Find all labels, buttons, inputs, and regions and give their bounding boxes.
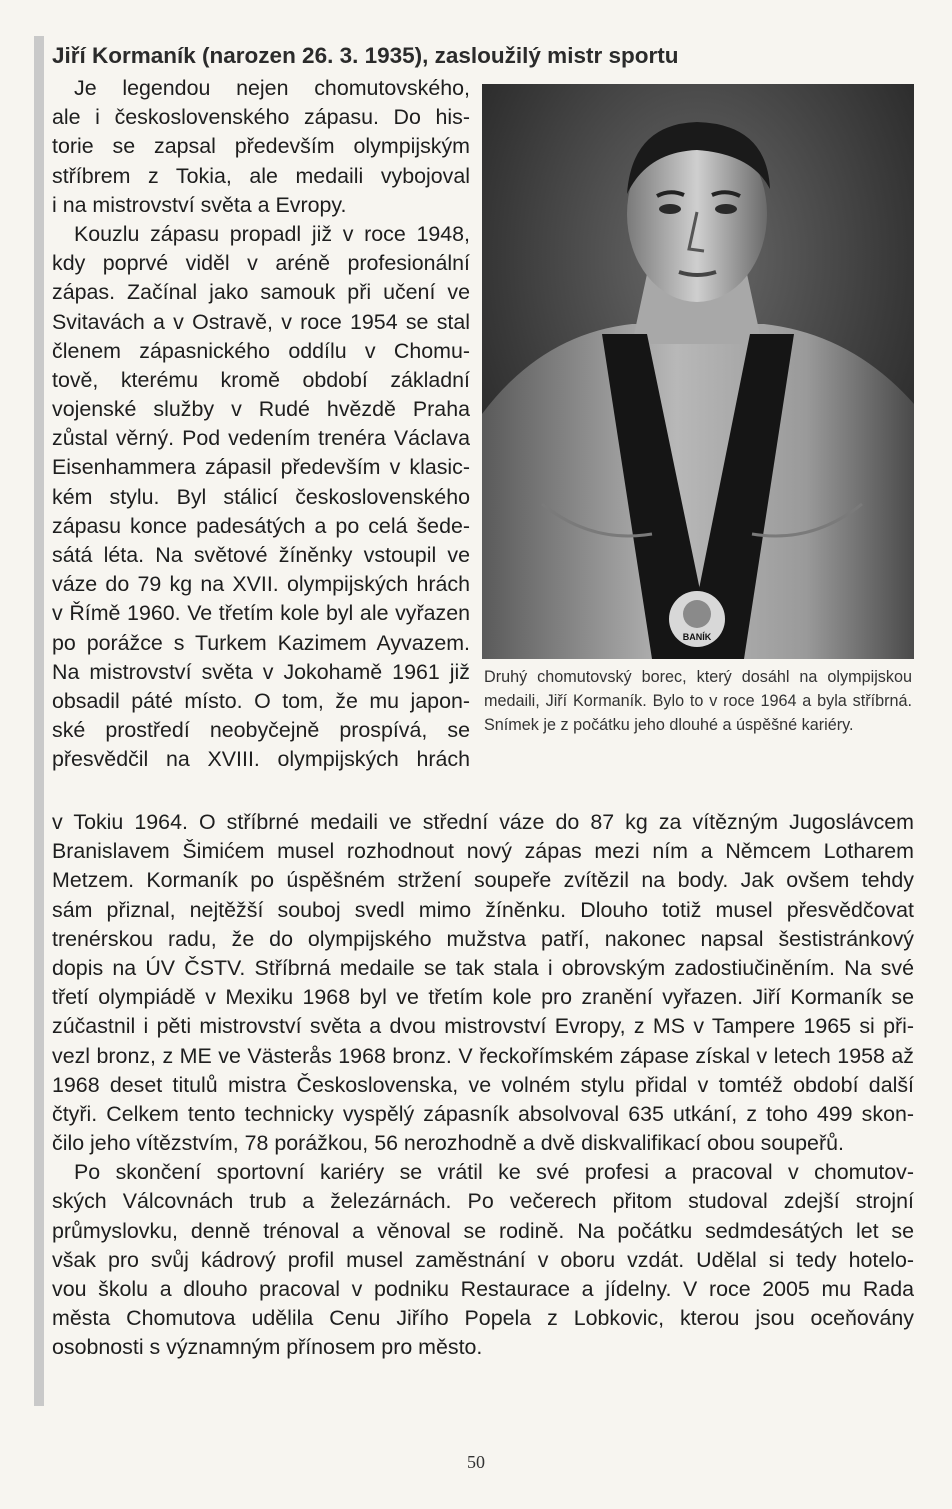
text-line: sátá léta. Na světové žíněnky vstoupil ve bbox=[52, 543, 470, 567]
badge-text: BANÍK bbox=[682, 632, 712, 642]
text-line: sám přiznal, nejtěžší souboj svedl mimo žíněnku. Dlouho totiž musel přesvědčovat bbox=[52, 897, 914, 922]
text-line: zúčastnil i pěti mistrovství světa a dvou mistrovství Evropy, z MS v Tampere 1965 si při- bbox=[52, 1014, 914, 1039]
text-line: Kouzlu zápasu propadl již v roce 1948, bbox=[74, 221, 470, 246]
text-line: tově, kterému kromě období základní bbox=[52, 367, 470, 392]
text-line: v Tokiu 1964. O stříbrné medaili ve střední váze do 87 kg za vítězným Jugoslávcem bbox=[52, 810, 914, 834]
text-line: Eisenhammera zápasil především v klasic- bbox=[52, 455, 470, 480]
text-line: přesvědčil na XVIII. olympijských hrách bbox=[52, 747, 470, 772]
text-line: Po skončení sportovní kariéry se vrátil ke své profesi a pracoval v chomutov- bbox=[74, 1160, 914, 1185]
text-line: vou školu a dlouho pracoval v podniku Restaurace a jídelny. V roce 2005 mu Rada bbox=[52, 1277, 914, 1301]
margin-bar bbox=[34, 36, 44, 1406]
text-line: ských Válcovnách trub a železárnách. Po večerech přitom studoval zdejší strojní bbox=[52, 1189, 914, 1214]
text-line: zůstal věrný. Pod vedením trenéra Václava bbox=[52, 426, 470, 451]
text-line: Svitavách a v Ostravě, v roce 1954 se stal bbox=[52, 309, 470, 334]
text-line: Je legendou nejen chomutovského, bbox=[74, 76, 470, 100]
text-line: vojenské služby v Rudé hvězdě Praha bbox=[52, 397, 470, 422]
text-line: zápas. Začínal jako samouk při učení ve bbox=[52, 280, 470, 305]
text-line: třetí olympiádě v Mexiku 1968 byl ve třetím kole pro zranění vyřazen. Jiří Kormaník se bbox=[52, 985, 914, 1010]
text-line: po porážce s Turkem Kazimem Ayvazem. bbox=[52, 630, 470, 655]
text-line: ale i československého zápasu. Do his- bbox=[52, 105, 470, 130]
wrestler-photo bbox=[482, 84, 914, 659]
narrow-column-text bbox=[52, 74, 470, 775]
text-line: Na mistrovství světa v Jokohamě 1961 již bbox=[52, 659, 470, 684]
text-line: Metzem. Kormaník po úspěšném stržení soupeře zvítězil na body. Jak ovšem tehdy bbox=[52, 868, 914, 893]
text-line: kdy poprvé viděl v aréně profesionální bbox=[52, 251, 470, 276]
text-line: stříbrem z Tokia, ale medaili vybojoval bbox=[52, 163, 470, 188]
full-width-text bbox=[52, 808, 914, 1363]
text-line: osobnosti s významným přínosem pro město. bbox=[52, 1335, 483, 1360]
text-line: čtyři. Celkem tento technicky vyspělý zápasník absolvoval 635 utkání, z toho 499 skon- bbox=[52, 1101, 914, 1126]
text-line: váze do 79 kg na XVII. olympijských hrách bbox=[52, 572, 470, 597]
photo-caption bbox=[484, 665, 912, 737]
text-line: však pro svůj kádrový profil musel zaměstnání v oboru vzdát. Udělal si tedy hotelo- bbox=[52, 1247, 914, 1272]
text-line: průmyslovku, denně trénoval a věnoval se rodině. Na počátku sedmdesátých let se bbox=[52, 1218, 914, 1243]
text-line: kém stylu. Byl stálicí československého bbox=[52, 484, 470, 509]
text-line: dopis na ÚV ČSTV. Stříbrná medaile se tak stala i obrovským zadostiučiněním. Na své bbox=[52, 955, 914, 980]
text-line: torie se zapsal především olympijským bbox=[52, 134, 470, 159]
text-line: obsadil páté místo. O tom, že mu japon- bbox=[52, 688, 470, 713]
text-line: členem zápasnického oddílu v Chomu- bbox=[52, 338, 470, 363]
text-line: 1968 deset titulů mistra Československa, ve volném stylu přidal v tomtéž období další bbox=[52, 1072, 914, 1097]
text-line: města Chomutova udělila Cenu Jiřího Popela z Lobkovic, kterou jsou oceňovány bbox=[52, 1306, 914, 1331]
text-line: trenérskou radu, že do olympijského mužstva patří, nakonec napsal šestistránkový bbox=[52, 926, 914, 951]
text-line: čilo jeho vítězstvím, 78 porážkou, 56 nerozhodně a dvě diskvalifikací obou soupeřů. bbox=[52, 1131, 844, 1156]
article-heading: Jiří Kormaník (narozen 26. 3. 1935), zasloužilý mistr sportu bbox=[52, 43, 679, 68]
text-line: Branislavem Šimićem musel rozhodnout nový zápas mezi ním a Němcem Lotharem bbox=[52, 839, 914, 864]
text-line: i na mistrovství světa a Evropy. bbox=[52, 192, 347, 217]
portrait-photo bbox=[482, 84, 914, 659]
page-number: 50 bbox=[467, 1452, 485, 1472]
caption-text: Druhý chomutovský borec, který dosáhl na olympijskou medaili, Jiří Kormaník. Bylo to v roce 1964 a byla stříbrná. Snímek je z počátku jeho dlouhé a úspěšné kariéry. bbox=[484, 668, 912, 734]
text-line: zápasu konce padesátých a po celá šede- bbox=[52, 513, 470, 538]
text-line: vezl bronz, z ME ve Västerås 1968 bronz. V řeckořímském zápase získal v letech 1958 až bbox=[52, 1043, 914, 1068]
text-line: ské prostředí neobyčejně prospívá, se bbox=[52, 718, 470, 743]
text-line: v Římě 1960. Ve třetím kole byl ale vyřazen bbox=[52, 601, 470, 626]
wrestler-illustration bbox=[482, 84, 914, 659]
